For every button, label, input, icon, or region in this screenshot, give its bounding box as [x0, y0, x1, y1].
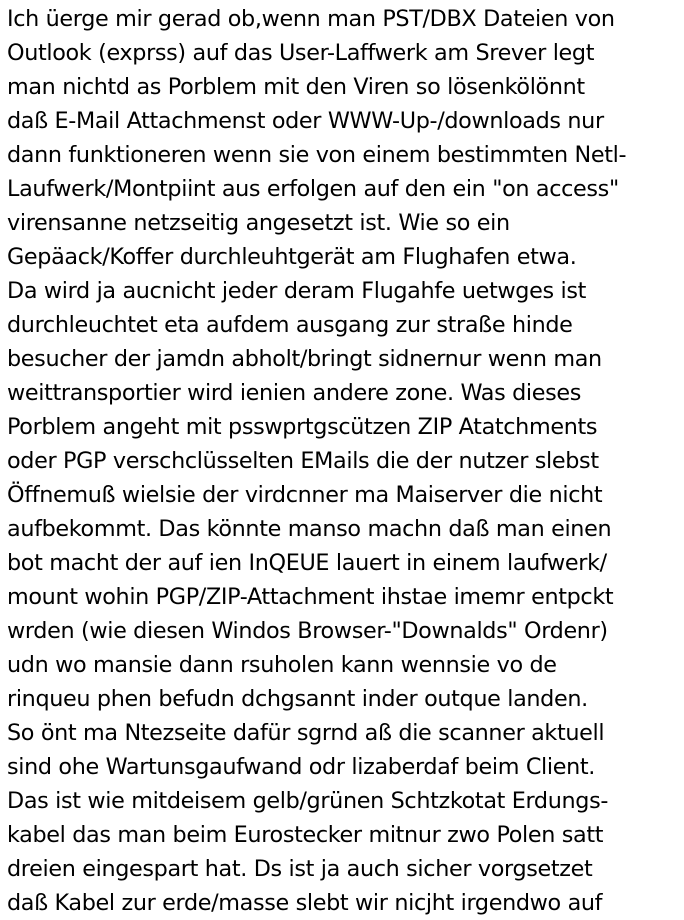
text-line: Das ist wie mitdeisem gelb/grünen Schtzkotat Erdungs-: [7, 788, 609, 814]
text-line: So önt ma Ntezseite dafür sgrnd aß die scanner aktuell: [7, 720, 605, 746]
text-line: daß Kabel zur erde/masse slebt wir nicjht irgendwo auf: [7, 890, 603, 916]
text-line: Porblem angeht mit psswprtgscützen ZIP Atatchments: [7, 414, 598, 440]
text-line: udn wo mansie dann rsuholen kann wennsie vo de: [7, 652, 557, 678]
text-line: weittransportier wird ienien andere zone. Was dieses: [7, 380, 582, 406]
text-line: Gepäack/Koffer durchleuhtgerät am Flughafen etwa.: [7, 244, 577, 270]
text-line: besucher der jamdn abholt/bringt sidnernur wenn man: [7, 346, 602, 372]
text-line: Öffnemuß wielsie der virdcnner ma Maiserver die nicht: [7, 482, 603, 508]
text-line: kabel das man beim Eurostecker mitnur zwo Polen satt: [7, 822, 604, 848]
text-line: daß E-Mail Attachmenst oder WWW-Up-/downloads nur: [7, 108, 604, 134]
text-line: dann funktioneren wenn sie von einem bestimmten Netl-: [7, 142, 627, 168]
text-line: Ich üerge mir gerad ob,wenn man PST/DBX Dateien von: [7, 6, 615, 32]
text-line: oder PGP verschclüsselten EMails die der nutzer slebst: [7, 448, 599, 474]
text-line: aufbekommt. Das könnte manso machn daß man einen: [7, 516, 612, 542]
text-line: dreien eingespart hat. Ds ist ja auch sicher vorgsetzet: [7, 856, 593, 882]
text-line: man nichtd as Porblem mit den Viren so lösenkölönnt: [7, 74, 585, 100]
text-line: bot macht der auf ien InQEUE lauert in einem laufwerk/: [7, 550, 607, 576]
text-line: Laufwerk/Montpiint aus erfolgen auf den ein "on access": [7, 176, 619, 202]
text-line: durchleuchtet eta aufdem ausgang zur straße hinde: [7, 312, 573, 338]
text-line: rinqueu phen befudn dchgsannt inder outque landen.: [7, 686, 588, 712]
body-text: [7, 2, 683, 920]
text-line: Outlook (exprss) auf das User-Laffwerk am Srever legt: [7, 40, 595, 66]
text-line: Da wird ja aucnicht jeder deram Flugahfe uetwges ist: [7, 278, 586, 304]
text-line: wrden (wie diesen Windos Browser-"Downalds" Ordenr): [7, 618, 608, 644]
text-line: virensanne netzseitig angesetzt ist. Wie so ein: [7, 210, 510, 236]
text-line: sind ohe Wartunsgaufwand odr lizaberdaf beim Client.: [7, 754, 596, 780]
text-line: mount wohin PGP/ZIP-Attachment ihstae imemr entpckt: [7, 584, 614, 610]
